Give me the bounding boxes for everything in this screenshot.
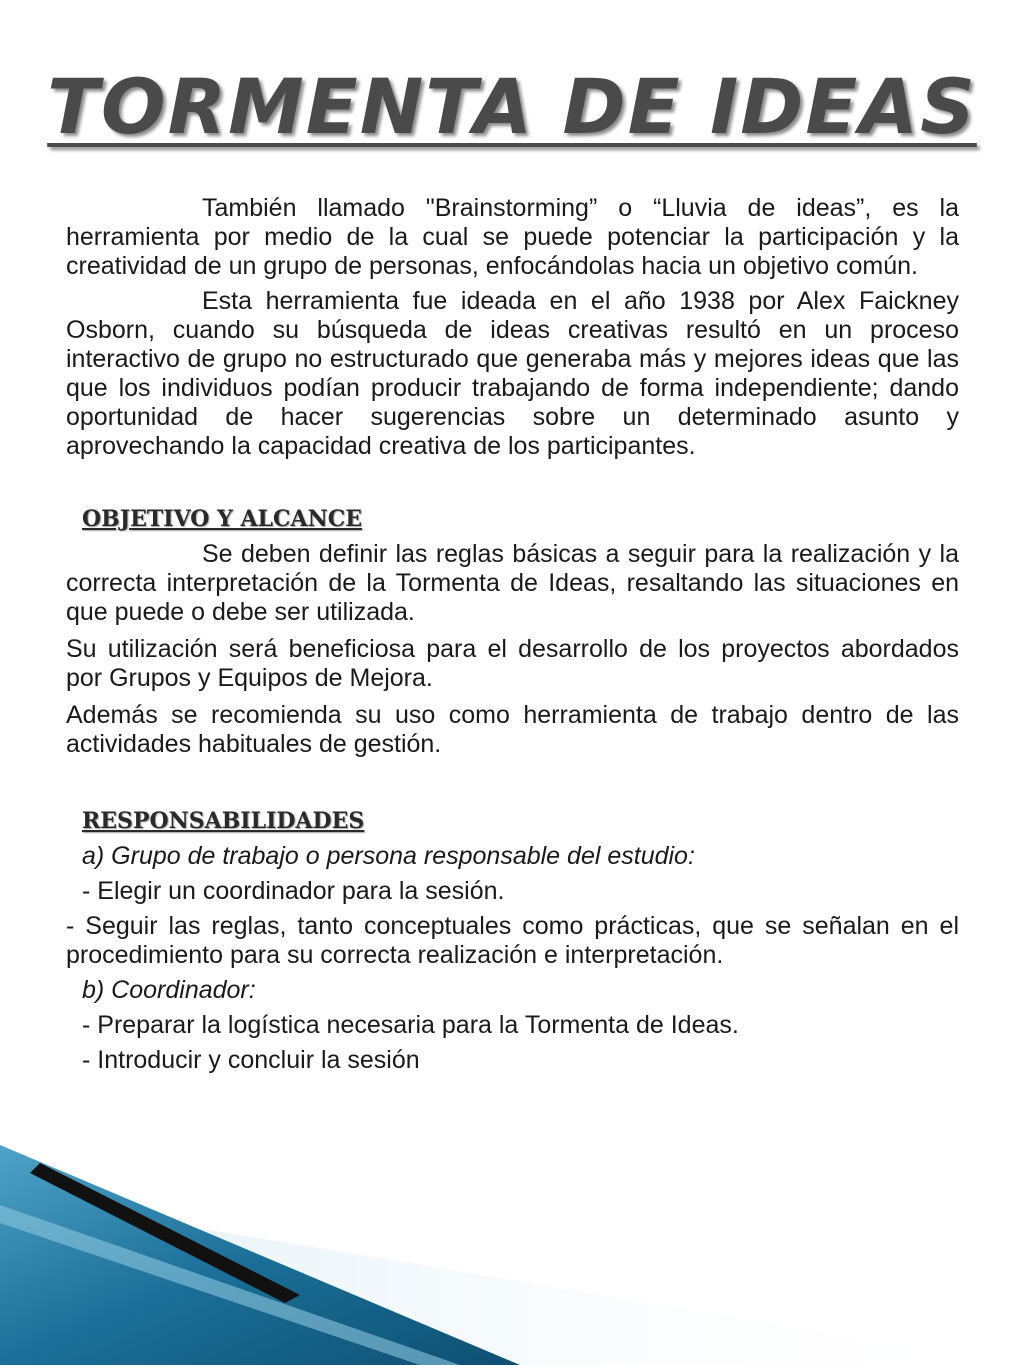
group-b-label: b) Coordinador: <box>82 976 256 1004</box>
section-heading-responsabilidades: RESPONSABILIDADES <box>82 808 365 834</box>
body-content <box>66 194 959 1075</box>
intro-paragraph-2: Esta herramienta fue ideada en el año 1938 por Alex Faickney Osborn, cuando su búsqueda de ideas creativas resultó en un proceso interactivo de grupo no estructurado que generaba más y mejores ideas que las que los individuos podían producir trabajando de forma independiente; dando oportunidad de hacer sugerencias sobre un determinado asunto y aprovechando la capacidad creativa de los participantes. <box>66 287 959 460</box>
group-a-item-2: - Seguir las reglas, tanto conceptuales como prácticas, que se señalan en el procedimiento para su correcta realización e interpretación. <box>66 912 959 969</box>
page-title: TORMENTA DE IDEAS <box>47 62 977 151</box>
objetivo-paragraph-2: Su utilización será beneficiosa para el desarrollo de los proyectos abordados por Grupos y Equipos de Mejora. <box>66 635 959 692</box>
group-b-item-2: - Introducir y concluir la sesión <box>82 1046 420 1074</box>
objetivo-paragraph-3: Además se recomienda su uso como herramienta de trabajo dentro de las actividades habituales de gestión. <box>66 701 959 758</box>
group-a-item-1: - Elegir un coordinador para la sesión. <box>82 877 505 905</box>
group-a-label: a) Grupo de trabajo o persona responsable del estudio: <box>82 842 695 870</box>
corner-decoration <box>0 1145 1024 1365</box>
intro-paragraph-1: También llamado "Brainstorming” o “Lluvia de ideas”, es la herramienta por medio de la cual se puede potenciar la participación y la creatividad de un grupo de personas, enfocándolas hacia un objetivo común. <box>66 194 959 280</box>
objetivo-paragraph-1: Se deben definir las reglas básicas a seguir para la realización y la correcta interpretación de la Tormenta de Ideas, resaltando las situaciones en que puede o debe ser utilizada. <box>66 540 959 626</box>
section-heading-objetivo: OBJETIVO Y ALCANCE <box>82 506 362 532</box>
group-b-item-1: - Preparar la logística necesaria para la Tormenta de Ideas. <box>82 1011 739 1039</box>
blue-band <box>0 1145 520 1365</box>
